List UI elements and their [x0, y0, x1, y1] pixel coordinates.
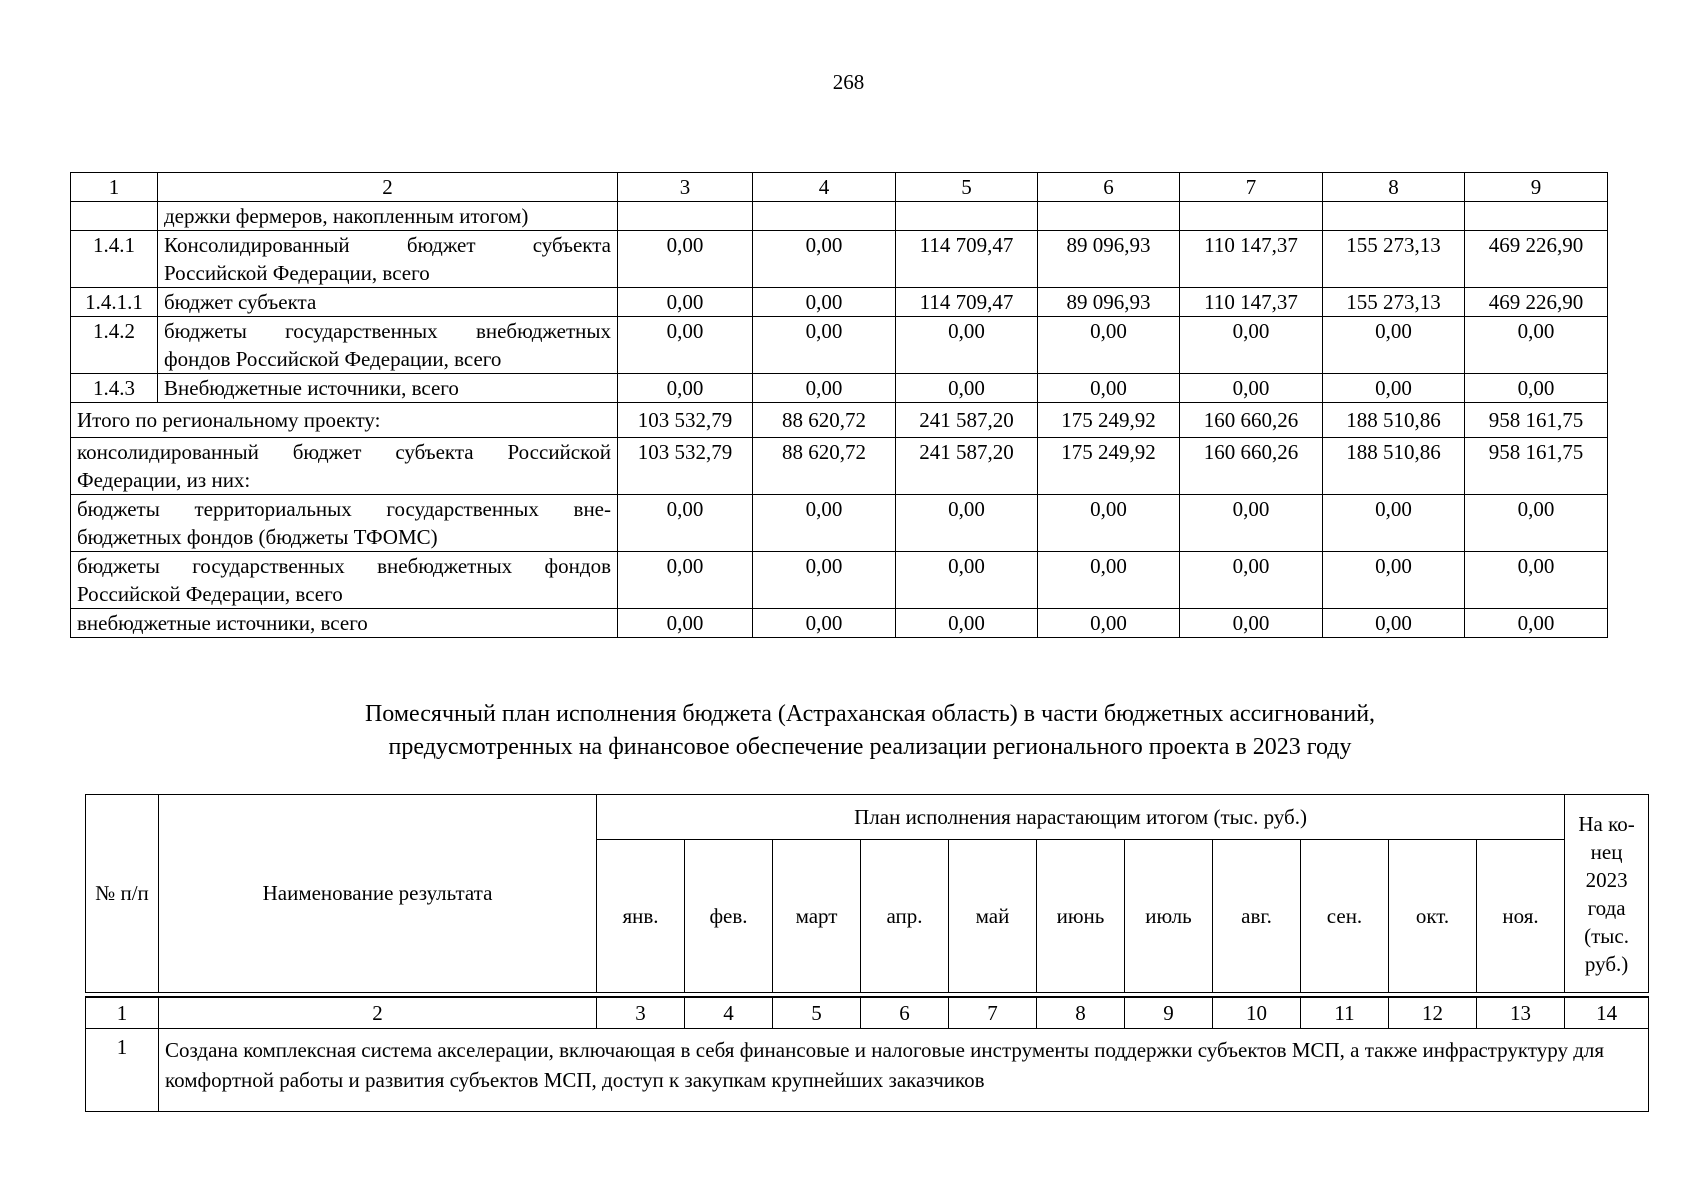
column-number: 1: [86, 997, 159, 1029]
summary-value: 0,00: [1323, 609, 1465, 638]
summary-value: 103 532,79: [618, 403, 753, 438]
row-name: Консолидированный бюджет субъекта Российской Федерации, всего: [158, 231, 618, 288]
row-value: 0,00: [753, 374, 896, 403]
column-number: 2: [159, 997, 597, 1029]
summary-value: 0,00: [896, 609, 1038, 638]
row-value: 0,00: [618, 374, 753, 403]
row-value: 469 226,90: [1465, 288, 1608, 317]
row-value: 155 273,13: [1323, 231, 1465, 288]
column-number: 6: [1038, 173, 1180, 202]
row-number: 1: [86, 1029, 159, 1112]
monthly-plan-table: [85, 794, 1649, 1112]
column-number: 10: [1213, 997, 1301, 1029]
row-value: 0,00: [1038, 374, 1180, 403]
row-value: [1323, 202, 1465, 231]
summary-value: 0,00: [1180, 495, 1323, 552]
month-header: июль: [1125, 840, 1213, 993]
summary-value: 241 587,20: [896, 438, 1038, 495]
column-number: 4: [753, 173, 896, 202]
summary-name: Итого по региональному проекту:: [71, 403, 618, 438]
plan-header: План исполнения нарастающим итогом (тыс. руб.): [597, 795, 1565, 840]
month-header: окт.: [1389, 840, 1477, 993]
column-numbers-row: [86, 997, 1649, 1029]
summary-value: 0,00: [618, 495, 753, 552]
column-number: 13: [1477, 997, 1565, 1029]
summary-value: 958 161,75: [1465, 438, 1608, 495]
row-value: 0,00: [618, 231, 753, 288]
col-name-header: Наименование результата: [159, 795, 597, 993]
page-number: 268: [832, 70, 865, 94]
column-number: 9: [1465, 173, 1608, 202]
column-number: 11: [1301, 997, 1389, 1029]
summary-row: [71, 403, 1608, 438]
summary-value: 0,00: [1180, 609, 1323, 638]
summary-value: 0,00: [1038, 609, 1180, 638]
summary-value: 0,00: [1180, 552, 1323, 609]
summary-row: [71, 495, 1608, 552]
summary-value: 0,00: [1465, 495, 1608, 552]
row-value: 155 273,13: [1323, 288, 1465, 317]
summary-value: 0,00: [1465, 552, 1608, 609]
month-header: ноя.: [1477, 840, 1565, 993]
column-number: 6: [861, 997, 949, 1029]
row-value: 469 226,90: [1465, 231, 1608, 288]
summary-value: 0,00: [753, 495, 896, 552]
row-name: бюджет субъекта: [158, 288, 618, 317]
summary-value: 188 510,86: [1323, 403, 1465, 438]
column-number: 7: [949, 997, 1037, 1029]
summary-value: 175 249,92: [1038, 403, 1180, 438]
section-heading: [230, 698, 1510, 764]
summary-value: 160 660,26: [1180, 438, 1323, 495]
row-name: держки фермеров, накопленным итогом): [158, 202, 618, 231]
month-header: авг.: [1213, 840, 1301, 993]
row-value: 0,00: [896, 317, 1038, 374]
row-value: 0,00: [896, 374, 1038, 403]
row-value: [618, 202, 753, 231]
month-header: май: [949, 840, 1037, 993]
column-number: 14: [1565, 997, 1649, 1029]
column-number: 3: [618, 173, 753, 202]
month-header: апр.: [861, 840, 949, 993]
summary-value: 103 532,79: [618, 438, 753, 495]
row-value: [753, 202, 896, 231]
row-value: 0,00: [753, 288, 896, 317]
column-number: 8: [1037, 997, 1125, 1029]
year-end-header: На ко-нец 2023 года (тыс. руб.): [1565, 795, 1649, 993]
row-number: [71, 202, 158, 231]
col-num-header: № п/п: [86, 795, 159, 993]
row-value: [1180, 202, 1323, 231]
row-value: 114 709,47: [896, 231, 1038, 288]
row-value: 110 147,37: [1180, 288, 1323, 317]
summary-value: 0,00: [753, 609, 896, 638]
month-header: март: [773, 840, 861, 993]
month-header: сен.: [1301, 840, 1389, 993]
summary-value: 0,00: [618, 552, 753, 609]
summary-value: 88 620,72: [753, 403, 896, 438]
summary-row: [71, 609, 1608, 638]
summary-name: бюджеты государственных внебюджетных фондов Российской Федерации, всего: [71, 552, 618, 609]
row-value: 0,00: [1323, 374, 1465, 403]
summary-value: 0,00: [896, 552, 1038, 609]
summary-value: 0,00: [896, 495, 1038, 552]
table-row: [71, 317, 1608, 374]
summary-value: 0,00: [1038, 495, 1180, 552]
column-number: 1: [71, 173, 158, 202]
column-number: 2: [158, 173, 618, 202]
summary-value: 0,00: [1465, 609, 1608, 638]
row-value: 0,00: [1465, 374, 1608, 403]
month-header: янв.: [597, 840, 685, 993]
month-header: фев.: [685, 840, 773, 993]
row-value: 0,00: [618, 317, 753, 374]
column-number: 4: [685, 997, 773, 1029]
funding-table: [70, 172, 1608, 638]
summary-value: 188 510,86: [1323, 438, 1465, 495]
row-value: 0,00: [618, 288, 753, 317]
row-value: 89 096,93: [1038, 288, 1180, 317]
column-number: 9: [1125, 997, 1213, 1029]
row-value: 0,00: [1038, 317, 1180, 374]
table-row: [71, 202, 1608, 231]
row-value: 0,00: [1465, 317, 1608, 374]
row-value: 0,00: [753, 231, 896, 288]
row-value: 89 096,93: [1038, 231, 1180, 288]
summary-value: 0,00: [1038, 552, 1180, 609]
row-value: 0,00: [1323, 317, 1465, 374]
row-name: Внебюджетные источники, всего: [158, 374, 618, 403]
summary-row: [71, 552, 1608, 609]
row-value: 110 147,37: [1180, 231, 1323, 288]
row-number: 1.4.1.1: [71, 288, 158, 317]
row-number: 1.4.2: [71, 317, 158, 374]
table-row: [71, 288, 1608, 317]
row-number: 1.4.1: [71, 231, 158, 288]
table-header-row: [71, 173, 1608, 202]
table-row: [71, 374, 1608, 403]
summary-value: 175 249,92: [1038, 438, 1180, 495]
table-header-row: [86, 795, 1649, 840]
column-number: 5: [896, 173, 1038, 202]
row-value: 0,00: [1180, 374, 1323, 403]
row-value: [896, 202, 1038, 231]
row-name: бюджеты государственных внебюджетных фондов Российской Федерации, всего: [158, 317, 618, 374]
result-text: Создана комплексная система акселерации, включающая в себя финансовые и налоговые инструменты поддержки субъектов МСП, а также инфраструктуру для комфортной работы и развития субъектов МСП, доступ к закупкам крупнейших заказчиков: [159, 1029, 1649, 1112]
summary-value: 0,00: [1323, 552, 1465, 609]
row-number: 1.4.3: [71, 374, 158, 403]
summary-value: 0,00: [618, 609, 753, 638]
summary-row: [71, 438, 1608, 495]
row-value: 0,00: [753, 317, 896, 374]
summary-value: 160 660,26: [1180, 403, 1323, 438]
row-value: 114 709,47: [896, 288, 1038, 317]
summary-value: 241 587,20: [896, 403, 1038, 438]
column-number: 3: [597, 997, 685, 1029]
heading-line: предусмотренных на финансовое обеспечение реализации регионального проекта в 2023 году: [388, 734, 1352, 760]
summary-value: 88 620,72: [753, 438, 896, 495]
month-header: июнь: [1037, 840, 1125, 993]
summary-name: консолидированный бюджет субъекта Российской Федерации, из них:: [71, 438, 618, 495]
summary-value: 958 161,75: [1465, 403, 1608, 438]
summary-value: 0,00: [1323, 495, 1465, 552]
table-row: [71, 231, 1608, 288]
column-number: 8: [1323, 173, 1465, 202]
summary-name: бюджеты территориальных государственных вне-бюджетных фондов (бюджеты ТФОМС): [71, 495, 618, 552]
column-number: 7: [1180, 173, 1323, 202]
row-value: [1038, 202, 1180, 231]
row-value: 0,00: [1180, 317, 1323, 374]
table-row: [86, 1029, 1649, 1112]
column-number: 5: [773, 997, 861, 1029]
column-number: 12: [1389, 997, 1477, 1029]
row-value: [1465, 202, 1608, 231]
summary-value: 0,00: [753, 552, 896, 609]
summary-name: внебюджетные источники, всего: [71, 609, 618, 638]
heading-line: Помесячный план исполнения бюджета (Астраханская область) в части бюджетных ассигнований,: [364, 701, 1376, 727]
